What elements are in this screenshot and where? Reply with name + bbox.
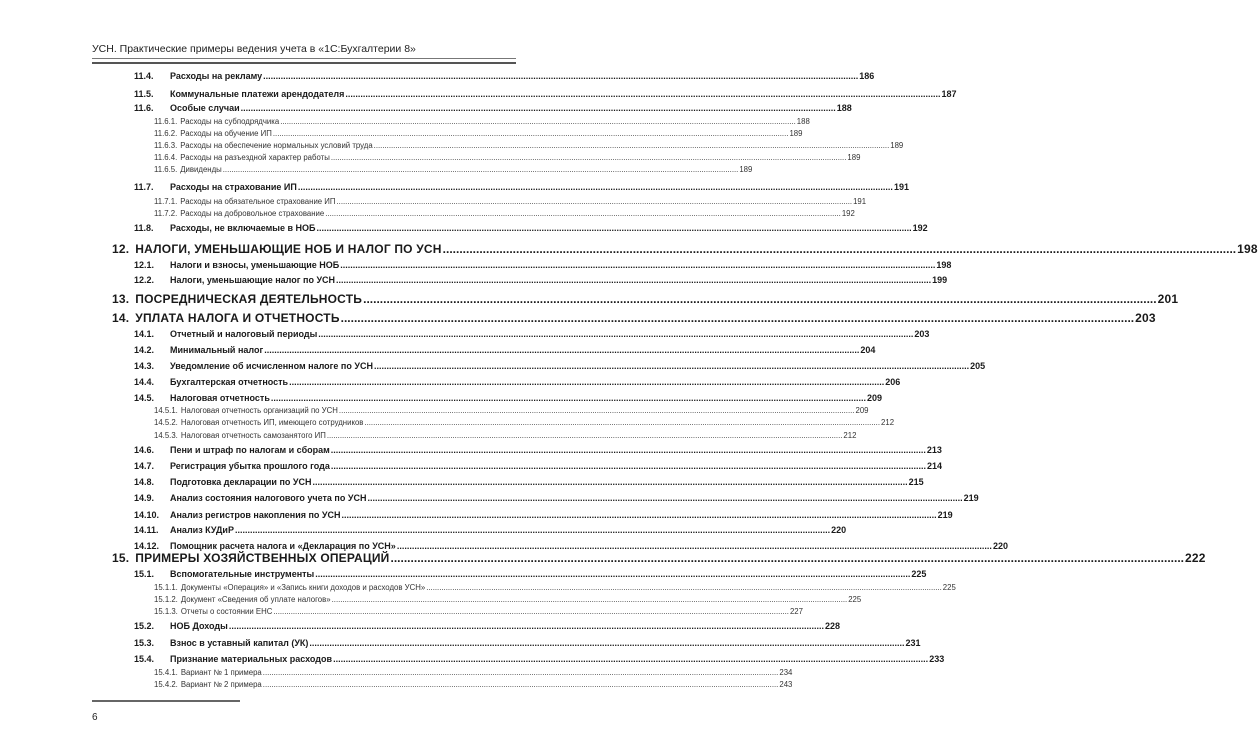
toc-leader-dots: [391, 551, 1185, 565]
toc-entry[interactable]: [134, 445, 942, 455]
toc-entry-number: 15.4.1.: [154, 668, 178, 677]
toc-entry-page: 205: [970, 361, 986, 371]
toc-entry-title: Налоговая отчетность организаций по УСН: [180, 406, 338, 415]
page-number: 6: [92, 712, 98, 723]
toc-entry[interactable]: [112, 292, 1179, 306]
toc-leader-dots: [332, 595, 848, 604]
toc-leader-dots: [298, 182, 893, 192]
toc-entry[interactable]: [134, 569, 927, 579]
toc-entry-page: 219: [963, 493, 979, 503]
toc-leader-dots: [367, 493, 962, 503]
toc-entry-page: 189: [847, 153, 861, 162]
toc-entry-title: Коммунальные платежи арендодателя: [170, 89, 345, 99]
toc-entry-number: 14.5.: [134, 393, 155, 403]
toc-entry-title: Регистрация убытка прошлого года: [170, 461, 330, 471]
toc-entry-page: 189: [739, 165, 753, 174]
toc-entry-number: 14.5.2.: [154, 418, 178, 427]
toc-entry-title: Особые случаи: [170, 103, 240, 113]
toc-entry-page: 225: [911, 569, 927, 579]
toc-entry-number: 14.10.: [134, 510, 160, 520]
toc-entry[interactable]: [134, 260, 952, 270]
toc-entry[interactable]: [134, 654, 945, 664]
footer-rule: [92, 700, 240, 702]
running-header: УСН. Практические примеры ведения учета в «1С:Бухгалтерии 8»: [92, 43, 416, 55]
toc-entry-number: 14.6.: [134, 445, 155, 455]
toc-entry-title: Расходы на обеспечение нормальных условий труда: [180, 141, 373, 150]
toc-entry-title: Минимальный налог: [170, 345, 264, 355]
toc-entry[interactable]: [154, 607, 803, 616]
toc-entry-title: Налоговая отчетность самозанятого ИП: [180, 431, 326, 440]
toc-leader-dots: [263, 680, 779, 689]
toc-leader-dots: [318, 329, 913, 339]
toc-entry-number: 15.4.: [134, 654, 155, 664]
toc-entry-number: 11.6.1.: [154, 117, 178, 126]
toc-entry-title: Дивиденды: [180, 165, 222, 174]
toc-leader-dots: [374, 141, 890, 150]
toc-entry-page: 198: [936, 260, 952, 270]
toc-leader-dots: [345, 89, 940, 99]
toc-entry-page: 186: [859, 71, 875, 81]
toc-entry-title: Расходы на рекламу: [170, 71, 263, 81]
toc-entry[interactable]: [112, 242, 1258, 256]
toc-entry-page: 203: [1135, 311, 1156, 325]
toc-entry-number: 14.3.: [134, 361, 155, 371]
toc-leader-dots: [312, 477, 907, 487]
toc-entry[interactable]: [134, 621, 840, 631]
toc-leader-dots: [263, 71, 858, 81]
toc-entry[interactable]: [134, 103, 852, 113]
toc-leader-dots: [426, 583, 942, 592]
toc-entry-number: 14.5.3.: [154, 431, 178, 440]
toc-entry-number: 15.4.2.: [154, 680, 178, 689]
toc-entry[interactable]: [134, 461, 943, 471]
toc-entry-title: Отчетный и налоговый периоды: [170, 329, 318, 339]
toc-entry-number: 12.: [112, 242, 130, 256]
toc-entry-number: 11.6.4.: [154, 153, 178, 162]
toc-entry-title: Бухгалтерская отчетность: [170, 377, 289, 387]
toc-leader-dots: [273, 129, 789, 138]
toc-entry-number: 11.6.5.: [154, 165, 178, 174]
toc-leader-dots: [280, 117, 796, 126]
toc-entry-number: 14.8.: [134, 477, 155, 487]
toc-entry-page: 192: [912, 223, 928, 233]
toc-entry[interactable]: [154, 117, 810, 126]
toc-entry[interactable]: [154, 406, 869, 415]
toc-leader-dots: [229, 621, 824, 631]
toc-leader-dots: [336, 275, 931, 285]
toc-entry-page: 219: [937, 510, 953, 520]
toc-entry-title: Анализ регистров накопления по УСН: [170, 510, 341, 520]
toc-entry-page: 189: [890, 141, 904, 150]
toc-leader-dots: [333, 654, 928, 664]
toc-entry-title: Помощник расчета налога и «Декларация по УСН»: [170, 541, 396, 551]
toc-entry-page: 187: [941, 89, 957, 99]
toc-entry-number: 14.5.1.: [154, 406, 178, 415]
toc-leader-dots: [271, 393, 866, 403]
toc-entry-number: 11.4.: [134, 71, 154, 81]
toc-leader-dots: [331, 153, 847, 162]
toc-entry[interactable]: [134, 525, 847, 535]
toc-leader-dots: [289, 377, 884, 387]
toc-entry-page: 203: [914, 329, 930, 339]
toc-entry[interactable]: [134, 71, 875, 81]
toc-leader-dots: [340, 260, 935, 270]
toc-entry-page: 191: [853, 197, 867, 206]
toc-entry[interactable]: [154, 431, 857, 440]
toc-entry-page: 199: [932, 275, 948, 285]
toc-entry[interactable]: [134, 638, 921, 648]
toc-entry-page: 192: [841, 209, 855, 218]
toc-entry-page: 220: [992, 541, 1008, 551]
toc-leader-dots: [223, 165, 739, 174]
toc-entry-title: Документ «Сведения об уплате налогов»: [180, 595, 331, 604]
toc-entry-page: 201: [1157, 292, 1179, 306]
header-rule: [92, 58, 516, 64]
toc-entry-number: 13.: [112, 292, 130, 306]
toc-entry-page: 228: [824, 621, 840, 631]
toc-leader-dots: [273, 607, 789, 616]
toc-entry[interactable]: [154, 583, 956, 592]
toc-entry-title: Анализ состояния налогового учета по УСН: [170, 493, 367, 503]
toc-entry-page: 215: [908, 477, 924, 487]
toc-entry[interactable]: [154, 209, 855, 218]
toc-leader-dots: [241, 103, 836, 113]
toc-entry-page: 212: [881, 418, 895, 427]
toc-leader-dots: [235, 525, 830, 535]
toc-entry[interactable]: [134, 510, 953, 520]
toc-leader-dots: [327, 431, 843, 440]
toc-entry-number: 11.6.3.: [154, 141, 178, 150]
toc-entry-number: 11.8.: [134, 223, 154, 233]
toc-entry-title: Вспомогательные инструменты: [170, 569, 315, 579]
toc-entry[interactable]: [154, 165, 753, 174]
toc-entry-number: 11.7.2.: [154, 209, 178, 218]
toc-entry-title: Вариант № 2 примера: [180, 680, 262, 689]
toc-entry-number: 15.1.: [134, 569, 155, 579]
toc-entry[interactable]: [134, 477, 924, 487]
toc-entry[interactable]: [154, 141, 904, 150]
toc-entry-number: 14.: [112, 311, 130, 325]
toc-entry-title: НАЛОГИ, УМЕНЬШАЮЩИЕ НОБ И НАЛОГ ПО УСН: [135, 242, 442, 256]
toc-entry-number: 11.7.: [134, 182, 154, 192]
toc-entry-page: 189: [789, 129, 803, 138]
toc-entry-page: 188: [796, 117, 810, 126]
toc-entry-page: 233: [929, 654, 945, 664]
toc-entry-number: 15.: [112, 551, 130, 565]
toc-entry-title: Пени и штраф по налогам и сборам: [170, 445, 330, 455]
toc-entry-page: 213: [926, 445, 942, 455]
toc-entry-number: 14.9.: [134, 493, 155, 503]
toc-entry[interactable]: [134, 329, 930, 339]
toc-leader-dots: [443, 242, 1237, 256]
toc-entry-title: Налоги и взносы, уменьшающие НОБ: [170, 260, 340, 270]
toc-leader-dots: [364, 418, 880, 427]
toc-leader-dots: [263, 668, 779, 677]
toc-entry[interactable]: [154, 197, 867, 206]
toc-entry[interactable]: [134, 89, 957, 99]
toc-entry-title: Расходы на страхование ИП: [170, 182, 297, 192]
toc-entry-title: Расходы на субподрядчика: [180, 117, 280, 126]
toc-entry-page: 204: [860, 345, 876, 355]
toc-entry[interactable]: [134, 275, 948, 285]
toc-entry-title: УПЛАТА НАЛОГА И ОТЧЕТНОСТЬ: [135, 311, 340, 325]
toc-entry[interactable]: [134, 541, 1008, 551]
toc-leader-dots: [337, 197, 853, 206]
toc-leader-dots: [325, 209, 841, 218]
toc-leader-dots: [342, 510, 937, 520]
toc-entry-number: 12.1.: [134, 260, 155, 270]
toc-entry-number: 15.1.3.: [154, 607, 178, 616]
toc-leader-dots: [363, 292, 1157, 306]
toc-leader-dots: [309, 638, 904, 648]
toc-entry[interactable]: [134, 361, 986, 371]
toc-leader-dots: [341, 311, 1135, 325]
toc-entry[interactable]: [154, 153, 861, 162]
toc-entry-title: Налоговая отчетность: [170, 393, 270, 403]
toc-leader-dots: [397, 541, 992, 551]
toc-entry-number: 14.4.: [134, 377, 155, 387]
toc-entry-title: Расходы на обязательное страхование ИП: [180, 197, 336, 206]
toc-leader-dots: [264, 345, 859, 355]
toc-entry[interactable]: [134, 493, 979, 503]
toc-entry-number: 14.1.: [134, 329, 155, 339]
toc-entry-page: 214: [926, 461, 943, 471]
toc-entry-title: Расходы на разъездной характер работы: [180, 153, 330, 162]
toc-leader-dots: [339, 406, 855, 415]
toc-entry-title: Анализ КУДиР: [170, 525, 234, 535]
toc-leader-dots: [316, 223, 911, 233]
toc-entry-page: 225: [942, 583, 956, 592]
toc-entry-number: 12.2.: [134, 275, 155, 285]
toc-entry-title: Отчеты о состоянии ЕНС: [180, 607, 273, 616]
toc-entry-number: 15.1.1.: [154, 583, 178, 592]
toc-entry-page: 191: [893, 182, 909, 192]
toc-entry-page: 206: [885, 377, 901, 387]
toc-leader-dots: [315, 569, 910, 579]
toc-entry-title: Подготовка декларации по УСН: [170, 477, 312, 487]
toc-entry[interactable]: [112, 551, 1206, 565]
toc-entry[interactable]: [154, 680, 793, 689]
toc-entry-title: Взнос в уставный капитал (УК): [170, 638, 309, 648]
toc-entry[interactable]: [154, 129, 803, 138]
toc-entry-page: 222: [1185, 551, 1206, 565]
toc-leader-dots: [331, 461, 926, 471]
toc-entry-title: ПОСРЕДНИЧЕСКАЯ ДЕЯТЕЛЬНОСТЬ: [135, 292, 363, 306]
toc-entry-title: Вариант № 1 примера: [180, 668, 262, 677]
toc-entry-title: Документы «Операция» и «Запись книги доходов и расходов УСН»: [180, 583, 426, 592]
toc-entry[interactable]: [154, 595, 862, 604]
toc-entry[interactable]: [134, 377, 901, 387]
toc-entry-page: 209: [867, 393, 883, 403]
toc-entry-page: 243: [779, 680, 793, 689]
toc-entry[interactable]: [134, 345, 876, 355]
toc-entry-page: 198: [1237, 242, 1258, 256]
toc-entry[interactable]: [154, 668, 793, 677]
toc-entry-title: НОБ Доходы: [170, 621, 228, 631]
toc-entry-number: 15.2.: [134, 621, 155, 631]
toc-entry-page: 209: [855, 406, 869, 415]
toc-entry-page: 234: [779, 668, 793, 677]
toc-entry-title: ПРИМЕРЫ ХОЗЯЙСТВЕННЫХ ОПЕРАЦИЙ: [135, 551, 390, 565]
toc-entry-title: Уведомление об исчисленном налоге по УСН: [170, 361, 373, 371]
toc-entry-title: Расходы, не включаемые в НОБ: [170, 223, 316, 233]
toc-entry-number: 11.6.2.: [154, 129, 178, 138]
toc-entry-page: 212: [843, 431, 857, 440]
toc-entry-number: 15.3.: [134, 638, 155, 648]
toc-entry-number: 14.12.: [134, 541, 160, 551]
toc-leader-dots: [374, 361, 969, 371]
toc-leader-dots: [331, 445, 926, 455]
toc-entry-page: 231: [905, 638, 921, 648]
toc-entry-page: 225: [848, 595, 862, 604]
toc-entry[interactable]: [134, 223, 928, 233]
toc-entry-title: Расходы на обучение ИП: [180, 129, 272, 138]
toc-entry[interactable]: [154, 418, 895, 427]
toc-entry-number: 11.6.: [134, 103, 154, 113]
toc-entry-number: 11.7.1.: [154, 197, 178, 206]
toc-entry-number: 11.5.: [134, 89, 154, 99]
toc-entry-title: Расходы на добровольное страхование: [180, 209, 325, 218]
toc-entry[interactable]: [134, 393, 883, 403]
toc-entry[interactable]: [134, 182, 909, 192]
toc-entry-title: Признание материальных расходов: [170, 654, 333, 664]
toc-entry-number: 14.7.: [134, 461, 155, 471]
toc-entry[interactable]: [112, 311, 1156, 325]
toc-entry-page: 227: [789, 607, 803, 616]
toc-entry-number: 15.1.2.: [154, 595, 178, 604]
toc-entry-title: Налоги, уменьшающие налог по УСН: [170, 275, 336, 285]
toc-entry-number: 14.2.: [134, 345, 155, 355]
toc-entry-title: Налоговая отчетность ИП, имеющего сотрудников: [180, 418, 364, 427]
toc-entry-page: 220: [831, 525, 847, 535]
toc-entry-number: 14.11.: [134, 525, 159, 535]
toc-entry-page: 188: [836, 103, 852, 113]
